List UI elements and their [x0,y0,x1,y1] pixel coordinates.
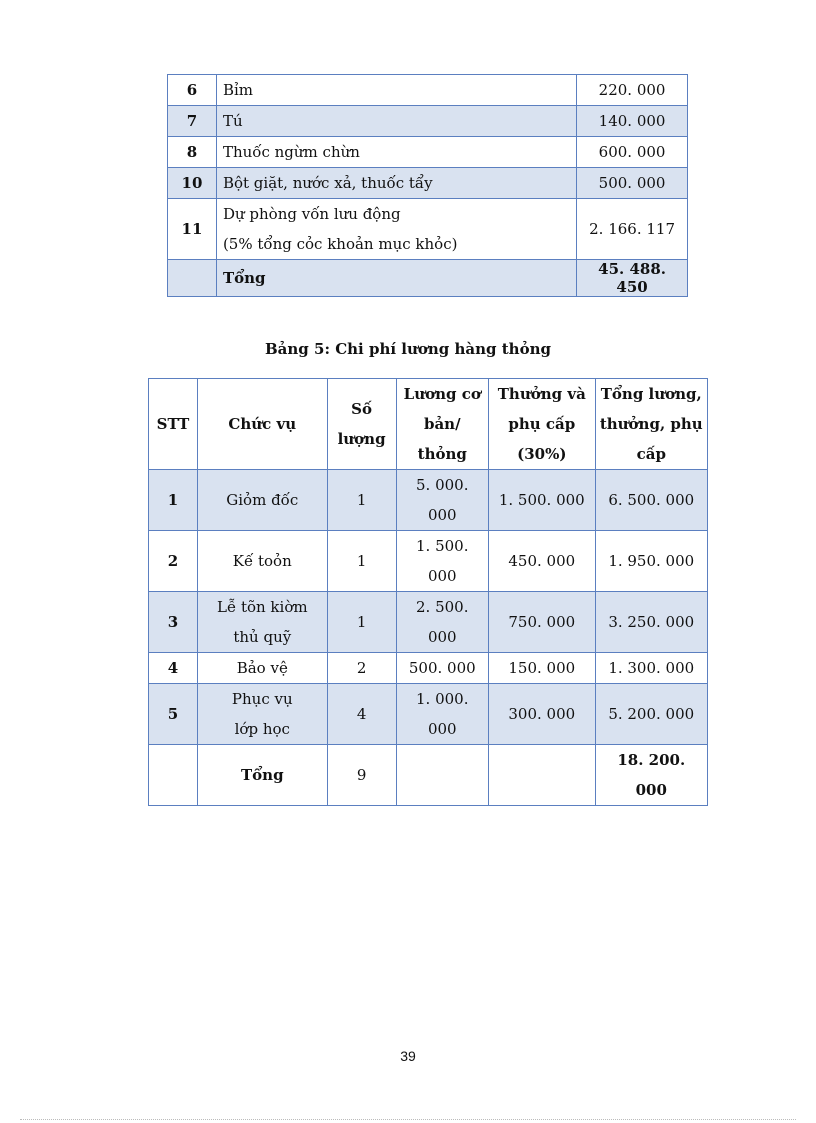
item-name [216,199,576,260]
role [197,653,327,684]
item-value: 220. 000 [577,75,688,106]
total-label: Tổng [216,260,576,297]
page-bottom-divider [20,1119,796,1120]
bonus: 150. 000 [489,653,596,684]
role-line: Phục vụ [231,690,293,708]
bonus: 750. 000 [489,592,596,653]
table-row [149,470,708,531]
bonus: 1. 500. 000 [489,470,596,531]
base-salary-line: 000 [427,506,457,524]
header-total [595,379,707,470]
empty-cell [489,745,596,806]
role [197,592,327,653]
base-salary-line: 5. 000. [416,476,469,494]
header-base-salary [396,379,489,470]
role-line: lớp học [234,720,290,738]
header-line: Thưởng và [497,385,586,403]
salary-table [148,378,708,806]
role [197,470,327,531]
header-line: bản/ [423,415,461,433]
quantity: 1 [327,470,396,531]
header-line: thưởng, phụ [599,415,703,433]
header-line: lượng [337,430,386,448]
role [197,684,327,745]
row-number: 1 [149,470,198,531]
role-line: Kế toỏn [232,552,292,570]
table-total-row [149,745,708,806]
row-total: 1. 300. 000 [595,653,707,684]
table-row [149,653,708,684]
header-line: cấp [636,445,666,463]
header-bonus [489,379,596,470]
table-total-row [168,260,688,297]
row-number: 2 [149,531,198,592]
item-name-line: Dự phòng vốn lưu động [222,205,401,223]
table-row [168,168,688,199]
base-salary [396,470,489,531]
base-salary-line: 500. 000 [408,659,476,677]
header-line: Số [351,400,373,418]
item-value: 140. 000 [577,106,688,137]
row-number [168,260,217,297]
quantity: 1 [327,592,396,653]
table-row [149,684,708,745]
bonus: 450. 000 [489,531,596,592]
header-line: phụ cấp [508,415,576,433]
quantity: 1 [327,531,396,592]
header-line: (30%) [517,445,567,463]
table-row [168,137,688,168]
role-line: thủ quỹ [233,628,292,646]
base-salary-line: 000 [427,628,457,646]
base-salary-line: 1. 000. [416,690,469,708]
quantity: 4 [327,684,396,745]
row-number: 7 [168,106,217,137]
role-line: Bảo vệ [236,659,288,677]
role-line: Giỏm đốc [226,491,299,509]
quantity: 2 [327,653,396,684]
item-name: Bỉm [216,75,576,106]
base-salary-line: 000 [427,567,457,585]
row-number: 3 [149,592,198,653]
row-number: 11 [168,199,217,260]
row-total: 5. 200. 000 [595,684,707,745]
header-line: Lương cơ [403,385,481,403]
row-number: 6 [168,75,217,106]
bonus: 300. 000 [489,684,596,745]
item-value: 600. 000 [577,137,688,168]
row-total: 6. 500. 000 [595,470,707,531]
role-line: Lễ tõn kiờm [216,598,308,616]
table-row [168,106,688,137]
role [197,531,327,592]
empty-cell [396,745,489,806]
total-label: Tổng [197,745,327,806]
row-total: 1. 950. 000 [595,531,707,592]
total-value: 18. 200. 000 [595,745,707,806]
row-number [149,745,198,806]
item-name: Tú [216,106,576,137]
base-salary [396,531,489,592]
base-salary-line: 2. 500. [416,598,469,616]
table-row [168,199,688,260]
row-number: 4 [149,653,198,684]
header-line: thỏng [417,445,467,463]
total-value: 45. 488. 450 [577,260,688,297]
expense-table [167,74,688,297]
item-name-line: (5% tổng cỏc khoản mục khỏc) [222,235,458,253]
item-name: Bột giặt, nước xả, thuốc tẩy [216,168,576,199]
item-value: 2. 166. 117 [577,199,688,260]
table-row [149,531,708,592]
base-salary [396,592,489,653]
row-total: 3. 250. 000 [595,592,707,653]
row-number: 5 [149,684,198,745]
base-salary [396,684,489,745]
table-caption: Bảng 5: Chi phí lương hàng thỏng [265,340,551,358]
page-number: 39 [400,1048,416,1064]
header-role: Chức vụ [197,379,327,470]
item-name: Thuốc ngừm chừn [216,137,576,168]
base-salary-line: 1. 500. [416,537,469,555]
header-line: Tổng lương, [600,385,702,403]
base-salary-line: 000 [427,720,457,738]
table-row [168,75,688,106]
total-quantity: 9 [327,745,396,806]
table-header-row [149,379,708,470]
row-number: 8 [168,137,217,168]
row-number: 10 [168,168,217,199]
base-salary [396,653,489,684]
table-row [149,592,708,653]
header-stt: STT [149,379,198,470]
header-quantity [327,379,396,470]
item-value: 500. 000 [577,168,688,199]
